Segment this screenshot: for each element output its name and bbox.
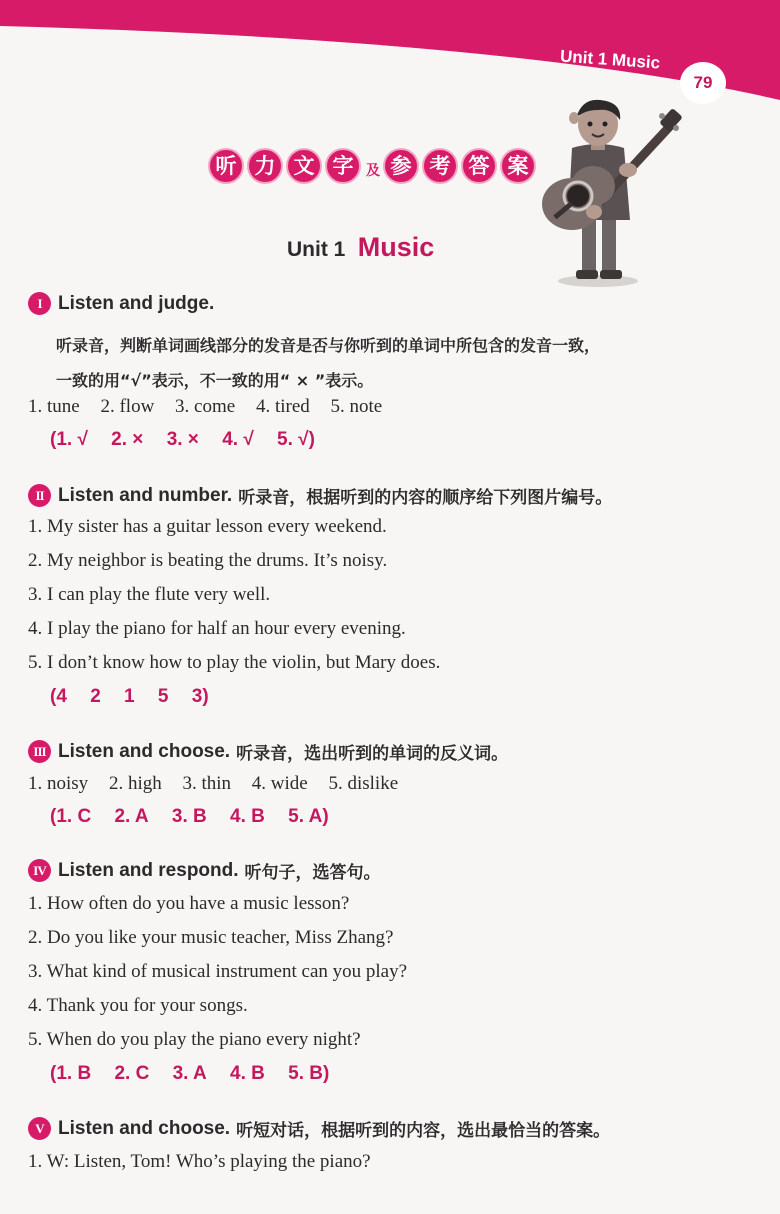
answer-item: (1. √ (50, 429, 88, 450)
unit-title (287, 232, 434, 263)
sentence-line: 3. I can play the flute very well. (28, 584, 271, 605)
section-title: Listen and judge. (58, 292, 215, 314)
sentence-line: 1. How often do you have a music lesson? (28, 893, 350, 914)
answer-item: (4 (50, 686, 67, 707)
section-2-heading (28, 483, 612, 508)
sentence-line: 2. My neighbor is beating the drums. It’s noisy. (28, 550, 388, 571)
word-item: 5. dislike (328, 773, 399, 794)
section-1-words (28, 396, 398, 418)
word-item: 1. tune (28, 396, 80, 417)
answer-item: 2. A (114, 806, 149, 827)
banner-char: 考 (422, 148, 458, 184)
section-instruction: 听录音，根据听到的内容的顺序给下列图片编号。 (238, 488, 613, 508)
page-number: 79 (680, 62, 726, 104)
answer-item: 4. B (230, 806, 265, 827)
section-1-instruction: 听录音，判断单词画线部分的发音是否与你听到的单词中所包含的发音一致， (56, 336, 601, 355)
sentence-line: 4. I play the piano for half an hour every evening. (28, 618, 406, 639)
sentence-line: 2. Do you like your music teacher, Miss Zhang? (28, 927, 394, 948)
section-3-heading (28, 739, 508, 764)
banner-char: 文 (286, 148, 322, 184)
sentence-line: 1. My sister has a guitar lesson every weekend. (28, 516, 387, 537)
word-item: 1. noisy (28, 773, 89, 794)
answer-item: 4. √ (222, 429, 254, 450)
answer-item: 1 (124, 686, 135, 707)
section-1-heading (28, 292, 214, 315)
section-2-answers (50, 686, 227, 708)
section-title: Listen and number. (58, 484, 233, 506)
word-item: 3. thin (182, 773, 232, 794)
sentence-line: 3. What kind of musical instrument can you play? (28, 961, 408, 982)
section-instruction: 听录音，选出听到的单词的反义词。 (236, 744, 509, 764)
answer-item: 5 (157, 686, 169, 707)
word-item: 2. flow (100, 396, 155, 417)
section-1-instruction: 一致的用“√”表示，不一致的用“ × ”表示。 (56, 371, 374, 390)
banner-char: 字 (325, 148, 361, 184)
banner-char: 答 (461, 148, 497, 184)
unit-number: Unit 1 (287, 238, 346, 261)
section-4-heading (28, 858, 381, 883)
banner-char: 力 (247, 148, 283, 184)
section-1-answers (50, 429, 333, 451)
answer-item: (1. B (50, 1063, 92, 1084)
sentence-line: 1. W: Listen, Tom! Who’s playing the piano? (28, 1151, 371, 1172)
sentence-line: 5. I don’t know how to play the violin, but Mary does. (28, 652, 441, 673)
section-instruction: 听短对话，根据听到的内容，选出最恰当的答案。 (236, 1121, 611, 1141)
answer-item: 2. × (111, 429, 144, 450)
sentence-line: 4. Thank you for your songs. (28, 995, 248, 1016)
section-numeral: V (28, 1117, 51, 1140)
guitar-boy-illustration (538, 96, 688, 291)
answer-item: (1. C (50, 806, 92, 827)
answer-item: 5. A) (288, 806, 329, 827)
section-instruction: 听句子，选答句。 (244, 863, 381, 883)
banner-char: 听 (208, 148, 244, 184)
sentence-line: 5. When do you play the piano every night? (28, 1029, 361, 1050)
banner-char: 及 (366, 163, 380, 179)
header-band (0, 0, 780, 110)
word-item: 5. note (330, 396, 383, 417)
section-4-answers (50, 1063, 347, 1085)
word-item: 4. tired (255, 396, 310, 417)
section-title: Listen and respond. (58, 859, 239, 881)
banner-title (208, 148, 539, 184)
answer-item: 5. B) (288, 1063, 330, 1084)
answer-item: 3. × (166, 429, 199, 450)
section-numeral: I (28, 292, 51, 315)
answer-item: 4. B (230, 1063, 265, 1084)
unit-name: Music (357, 232, 435, 262)
section-title: Listen and choose. (58, 1117, 231, 1139)
answer-item: 2 (90, 686, 101, 707)
answer-item: 5. √) (277, 429, 315, 450)
section-numeral: II (28, 484, 51, 507)
section-3-words (28, 773, 414, 795)
banner-char: 参 (383, 148, 419, 184)
word-item: 2. high (108, 773, 162, 794)
word-item: 4. wide (251, 773, 308, 794)
banner-char: 案 (500, 148, 536, 184)
running-header-unit: Unit 1 Music (559, 46, 661, 73)
section-title: Listen and choose. (58, 740, 231, 762)
answer-item: 2. C (114, 1063, 150, 1084)
answer-item: 3) (191, 686, 209, 707)
word-item: 3. come (175, 396, 236, 417)
section-numeral: IV (28, 859, 51, 882)
section-numeral: III (28, 740, 51, 763)
section-5-heading (28, 1116, 610, 1141)
section-3-answers (50, 806, 347, 828)
answer-item: 3. A (172, 1063, 207, 1084)
answer-item: 3. B (171, 806, 207, 827)
